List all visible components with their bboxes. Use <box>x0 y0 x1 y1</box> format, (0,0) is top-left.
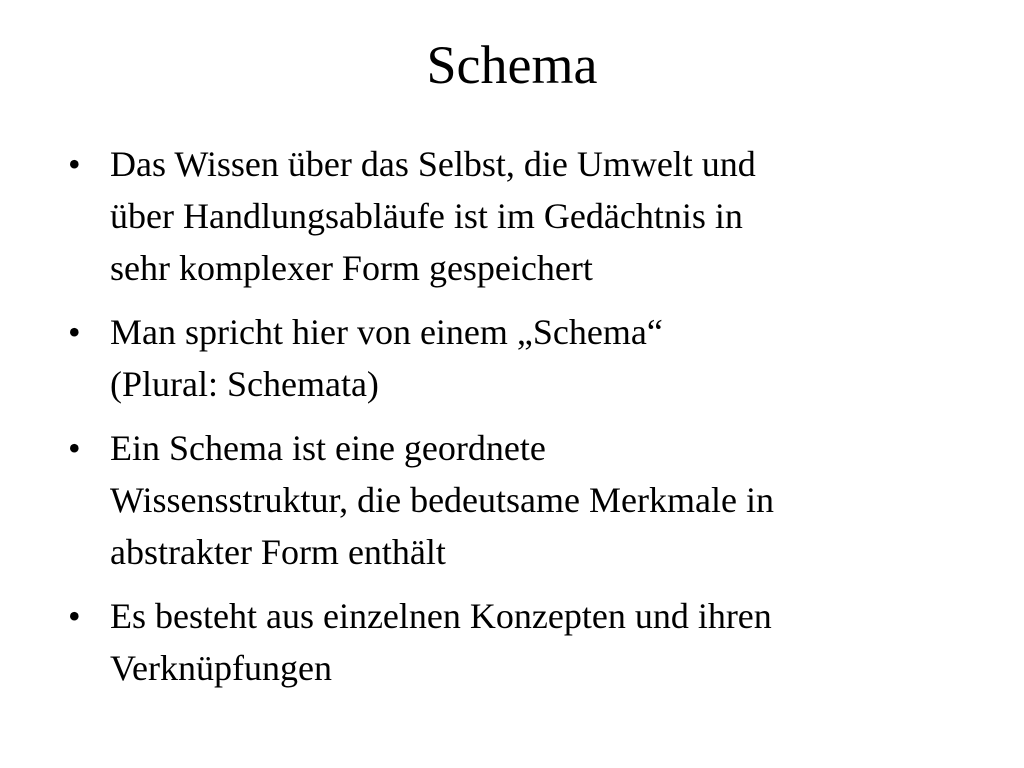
bullet-item-3 <box>68 422 968 578</box>
bullet-icon: • <box>68 596 81 636</box>
bullet-text-line: Ein Schema ist eine geordnete <box>110 428 546 468</box>
bullet-item-4 <box>68 590 968 694</box>
bullet-icon: • <box>68 312 81 352</box>
bullet-text-line: (Plural: Schemata) <box>110 364 379 404</box>
bullet-icon: • <box>68 428 81 468</box>
bullet-item-2 <box>68 306 968 410</box>
bullet-text-line: über Handlungsabläufe ist im Gedächtnis in <box>110 196 743 236</box>
bullet-text-line: Man spricht hier von einem „Schema“ <box>110 312 663 352</box>
bullet-text-line: Wissensstruktur, die bedeutsame Merkmale in <box>110 480 774 520</box>
bullet-item-1 <box>68 138 968 294</box>
slide-title: Schema <box>426 35 598 95</box>
bullet-text-line: Es besteht aus einzelnen Konzepten und ihren <box>110 596 772 636</box>
bullet-text-line: Verknüpfungen <box>110 648 332 688</box>
bullet-text-line: abstrakter Form enthält <box>110 532 446 572</box>
bullet-text-line: sehr komplexer Form gespeichert <box>110 248 593 288</box>
bullet-list <box>68 138 968 706</box>
bullet-icon: • <box>68 144 81 184</box>
bullet-text-line: Das Wissen über das Selbst, die Umwelt und <box>110 144 756 184</box>
